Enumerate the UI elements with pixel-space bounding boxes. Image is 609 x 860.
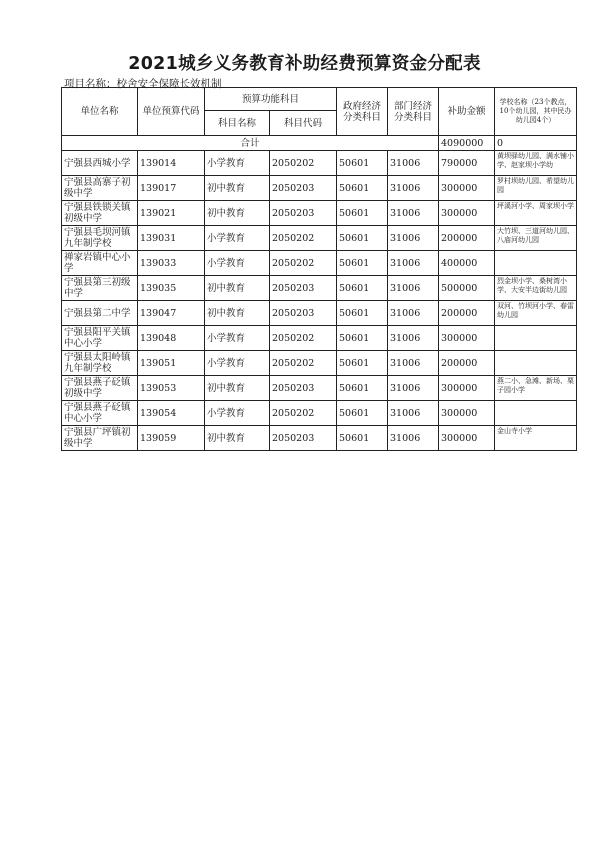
cell-gov-econ: 50601 (337, 251, 388, 276)
cell-unit-name: 宁强县燕子砭镇中心小学 (62, 401, 138, 426)
cell-amount: 400000 (439, 251, 495, 276)
table-row (62, 401, 577, 426)
cell-schools (495, 251, 577, 276)
cell-amount: 300000 (439, 426, 495, 451)
cell-amount: 200000 (439, 301, 495, 326)
cell-schools: 罗村坝幼儿园、希望幼儿园 (495, 176, 577, 201)
table-row (62, 151, 577, 176)
cell-schools: 金山寺小学 (495, 426, 577, 451)
cell-unit-name: 宁强县第二中学 (62, 301, 138, 326)
cell-amount: 300000 (439, 376, 495, 401)
cell-amount: 300000 (439, 326, 495, 351)
allocation-table (61, 87, 577, 451)
cell-schools (495, 401, 577, 426)
cell-subject-name: 初中教育 (205, 201, 270, 226)
cell-gov-econ: 50601 (337, 226, 388, 251)
table-row (62, 176, 577, 201)
cell-dept-econ: 31006 (388, 426, 439, 451)
cell-unit-code: 139021 (138, 201, 205, 226)
cell-subject-code: 2050203 (270, 176, 337, 201)
total-amount: 4090000 (439, 136, 495, 151)
table-body (62, 136, 577, 451)
cell-subject-code: 2050202 (270, 326, 337, 351)
cell-dept-econ: 31006 (388, 376, 439, 401)
cell-unit-code: 139035 (138, 276, 205, 301)
cell-subject-name: 小学教育 (205, 351, 270, 376)
cell-subject-code: 2050202 (270, 351, 337, 376)
cell-amount: 200000 (439, 351, 495, 376)
cell-schools: 双河、竹坝河小学、春雷幼儿园 (495, 301, 577, 326)
header-subject-code: 科目代码 (270, 111, 337, 136)
cell-subject-code: 2050203 (270, 201, 337, 226)
cell-unit-name: 宁强县太阳岭镇九年制学校 (62, 351, 138, 376)
cell-gov-econ: 50601 (337, 201, 388, 226)
cell-subject-name: 小学教育 (205, 151, 270, 176)
cell-amount: 790000 (439, 151, 495, 176)
cell-unit-code: 139053 (138, 376, 205, 401)
total-note: 0 (495, 136, 577, 151)
cell-unit-code: 139047 (138, 301, 205, 326)
cell-gov-econ: 50601 (337, 351, 388, 376)
cell-subject-code: 2050202 (270, 251, 337, 276)
cell-unit-name: 宁强县毛坝河镇九年制学校 (62, 226, 138, 251)
cell-gov-econ: 50601 (337, 176, 388, 201)
cell-dept-econ: 31006 (388, 401, 439, 426)
cell-subject-name: 小学教育 (205, 326, 270, 351)
cell-subject-code: 2050202 (270, 226, 337, 251)
cell-schools: 大竹坝、三道河幼儿园、八庙河幼儿园 (495, 226, 577, 251)
cell-subject-name: 初中教育 (205, 301, 270, 326)
cell-unit-name: 宁强县西城小学 (62, 151, 138, 176)
cell-gov-econ: 50601 (337, 151, 388, 176)
cell-dept-econ: 31006 (388, 326, 439, 351)
cell-dept-econ: 31006 (388, 226, 439, 251)
table-row (62, 426, 577, 451)
cell-subject-code: 2050203 (270, 376, 337, 401)
cell-unit-code: 139031 (138, 226, 205, 251)
cell-subject-name: 小学教育 (205, 251, 270, 276)
cell-dept-econ: 31006 (388, 251, 439, 276)
total-row (62, 136, 577, 151)
cell-subject-code: 2050203 (270, 426, 337, 451)
header-amount: 补助金额 (439, 88, 495, 136)
cell-subject-name: 小学教育 (205, 401, 270, 426)
cell-subject-name: 小学教育 (205, 226, 270, 251)
table-row (62, 376, 577, 401)
cell-dept-econ: 31006 (388, 351, 439, 376)
cell-subject-code: 2050203 (270, 276, 337, 301)
table-row (62, 351, 577, 376)
cell-schools: 燕二小、急滩、新场、栗子园小学 (495, 376, 577, 401)
cell-subject-code: 2050203 (270, 301, 337, 326)
cell-gov-econ: 50601 (337, 326, 388, 351)
cell-unit-code: 139048 (138, 326, 205, 351)
header-subject-name: 科目名称 (205, 111, 270, 136)
cell-schools (495, 326, 577, 351)
cell-schools: 烈金坝小学、桑树湾小学、大安半边街幼儿园 (495, 276, 577, 301)
project-name: 项目名称：校舍安全保障长效机制 (64, 78, 222, 90)
cell-unit-name: 宁强县铁锁关镇初级中学 (62, 201, 138, 226)
table-row (62, 276, 577, 301)
cell-subject-name: 初中教育 (205, 426, 270, 451)
table-row (62, 301, 577, 326)
cell-amount: 300000 (439, 401, 495, 426)
cell-unit-code: 139017 (138, 176, 205, 201)
cell-unit-name: 禅家岩镇中心小学 (62, 251, 138, 276)
cell-dept-econ: 31006 (388, 176, 439, 201)
cell-subject-name: 初中教育 (205, 176, 270, 201)
cell-schools (495, 351, 577, 376)
cell-unit-name: 宁强县广坪镇初级中学 (62, 426, 138, 451)
header-unit-code: 单位预算代码 (138, 88, 205, 136)
cell-unit-code: 139051 (138, 351, 205, 376)
cell-unit-code: 139059 (138, 426, 205, 451)
cell-gov-econ: 50601 (337, 376, 388, 401)
cell-unit-code: 139014 (138, 151, 205, 176)
cell-amount: 300000 (439, 176, 495, 201)
cell-amount: 500000 (439, 276, 495, 301)
header-unit-name: 单位名称 (62, 88, 138, 136)
cell-unit-name: 宁强县阳平关镇中心小学 (62, 326, 138, 351)
cell-subject-code: 2050202 (270, 151, 337, 176)
cell-subject-code: 2050202 (270, 401, 337, 426)
cell-gov-econ: 50601 (337, 401, 388, 426)
cell-schools: 黄坝驿幼儿园、满水铺小学、赵家坝小学幼 (495, 151, 577, 176)
cell-schools: 坪溪河小学、周家坝小学 (495, 201, 577, 226)
table-row (62, 226, 577, 251)
cell-amount: 200000 (439, 226, 495, 251)
cell-subject-name: 初中教育 (205, 376, 270, 401)
cell-unit-name: 宁强县第三初级中学 (62, 276, 138, 301)
cell-unit-code: 139054 (138, 401, 205, 426)
cell-dept-econ: 31006 (388, 151, 439, 176)
cell-unit-name: 宁强县燕子砭镇初级中学 (62, 376, 138, 401)
header-budget-function: 预算功能科目 (205, 88, 337, 111)
page-title: 2021城乡义务教育补助经费预算资金分配表 (128, 54, 481, 74)
cell-subject-name: 初中教育 (205, 276, 270, 301)
cell-unit-code: 139033 (138, 251, 205, 276)
cell-dept-econ: 31006 (388, 201, 439, 226)
table-row (62, 326, 577, 351)
header-gov-econ: 政府经济分类科目 (337, 88, 388, 136)
cell-dept-econ: 31006 (388, 301, 439, 326)
header-schools-note: 学校名称（23个教点，10个幼儿园，其中民办幼儿园4个） (495, 88, 577, 136)
cell-dept-econ: 31006 (388, 276, 439, 301)
cell-unit-name: 宁强县高寨子初级中学 (62, 176, 138, 201)
cell-gov-econ: 50601 (337, 426, 388, 451)
table-row (62, 201, 577, 226)
table-row (62, 251, 577, 276)
header-dept-econ: 部门经济分类科目 (388, 88, 439, 136)
cell-gov-econ: 50601 (337, 276, 388, 301)
cell-amount: 300000 (439, 201, 495, 226)
total-label: 合计 (62, 136, 439, 151)
cell-gov-econ: 50601 (337, 301, 388, 326)
